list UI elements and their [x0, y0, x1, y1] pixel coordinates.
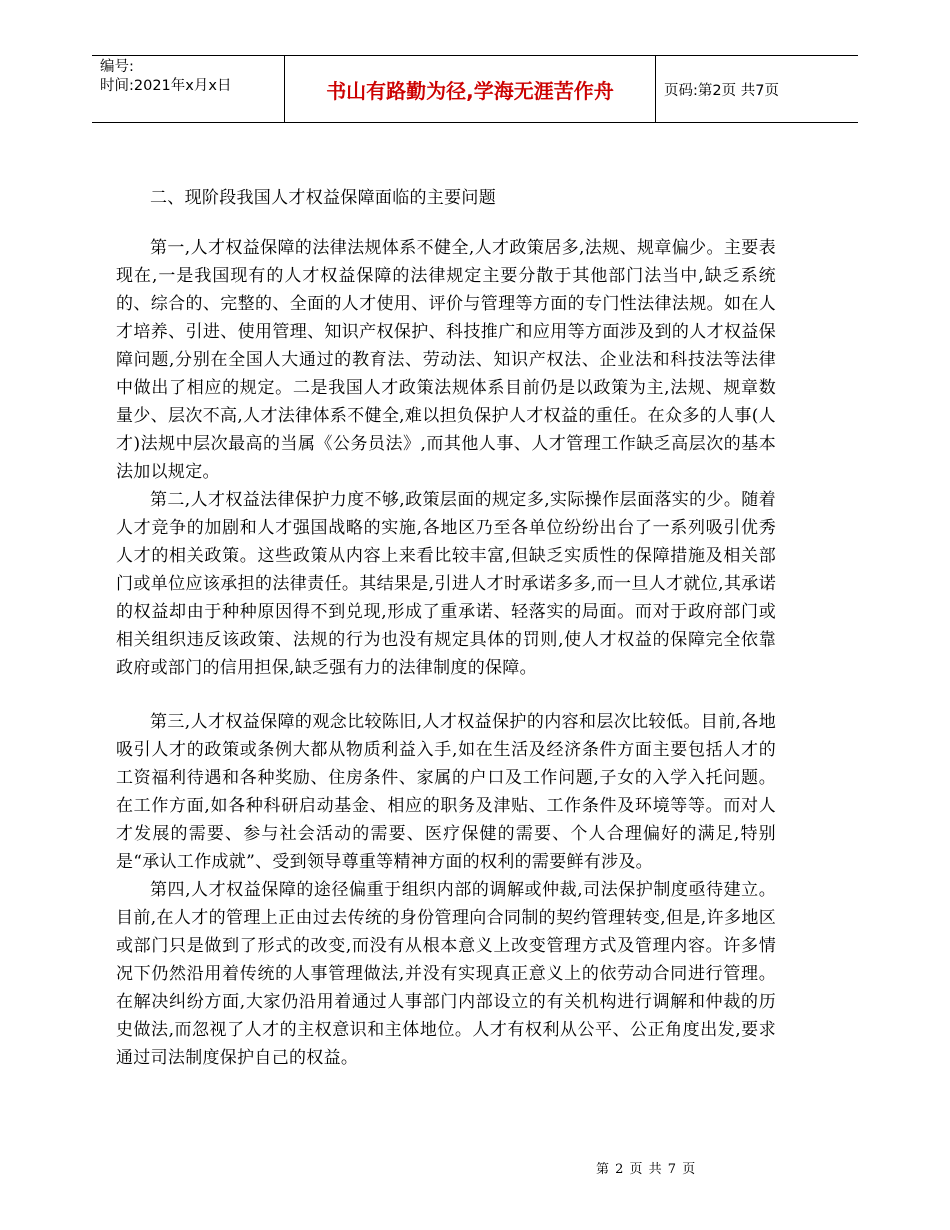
- paragraph-1: 第一,人才权益保障的法律法规体系不健全,人才政策居多,法规、规章偏少。主要表现在,一是我国现有的人才权益保障的法律规定主要分散于其他部门法当中,缺乏系统的、综合的、完整的、全面的人才使用、评价与管理等方面的专门性法律法规。如在人才培养、引进、使用管理、知识产权保护、科技推广和应用等方面涉及到的人才权益保障问题,分别在全国人大通过的教育法、劳动法、知识产权法、企业法和科技法等法律中做出了相应的规定。二是我国人才政策法规体系目前仍是以政策为主,法规、规章数量少、层次不高,人才法律体系不健全,难以担负保护人才权益的重任。在众多的人事(人才)法规中层次最高的当属《公务员法》,而其他人事、人才管理工作缺乏高层次的基本法加以规定。: [116, 238, 776, 482]
- document-time-label: 时间:2021年x月x日: [100, 78, 232, 94]
- paragraph-3: 第三,人才权益保障的观念比较陈旧,人才权益保护的内容和层次比较低。目前,各地吸引人才的政策或条例大都从物质利益入手,如在生活及经济条件方面主要包括人才的工资福利待遇和各种奖励、住房条件、家属的户口及工作问题,子女的入学入托问题。在工作方面,如各种科研启动基金、相应的职务及津贴、工作条件及环境等等。而对人才发展的需要、参与社会活动的需要、医疗保健的需要、个人合理偏好的满足,特别是“承认工作成就”、受到领导尊重等精神方面的权利的需要鲜有涉及。: [116, 712, 776, 872]
- header-page-label: 页码:第2页 共7页: [664, 82, 779, 99]
- header-motto: 书山有路勤为径,学海无涯苦作舟: [284, 56, 656, 122]
- header-meta: [92, 56, 284, 122]
- section-heading: 二、现阶段我国人才权益保障面临的主要问题: [150, 188, 496, 208]
- paragraph-2: 第二,人才权益法律保护力度不够,政策层面的规定多,实际操作层面落实的少。随着人才竞争的加剧和人才强国战略的实施,各地区乃至各单位纷纷出台了一系列吸引优秀人才的相关政策。这些政策从内容上来看比较丰富,但缺乏实质性的保障措施及相关部门或单位应该承担的法律责任。其结果是,引进人才时承诺多多,而一旦人才就位,其承诺的权益却由于种种原因得不到兑现,形成了重承诺、轻落实的局面。而对于政府部门或相关组织违反该政策、法规的行为也没有规定具体的罚则,使人才权益的保障完全依靠政府或部门的信用担保,缺乏强有力的法律制度的保障。: [116, 490, 776, 678]
- paragraph-4: 第四,人才权益保障的途径偏重于组织内部的调解或仲裁,司法保护制度亟待建立。目前,在人才的管理上正由过去传统的身份管理向合同制的契约管理转变,但是,许多地区或部门只是做到了形式的改变,而没有从根本意义上改变管理方式及管理内容。许多情况下仍然沿用着传统的人事管理做法,并没有实现真正意义上的依劳动合同进行管理。在解决纠纷方面,大家仍沿用着通过人事部门内部设立的有关机构进行调解和仲裁的历史做法,而忽视了人才的主权意识和主体地位。人才有权利从公平、公正角度出发,要求通过司法制度保护自己的权益。: [116, 880, 776, 1068]
- page-footer: 第 2 页 共 7 页: [596, 1162, 697, 1177]
- document-number-label: 编号:: [100, 59, 134, 75]
- document-body: [116, 184, 776, 1072]
- page-header: [92, 55, 858, 123]
